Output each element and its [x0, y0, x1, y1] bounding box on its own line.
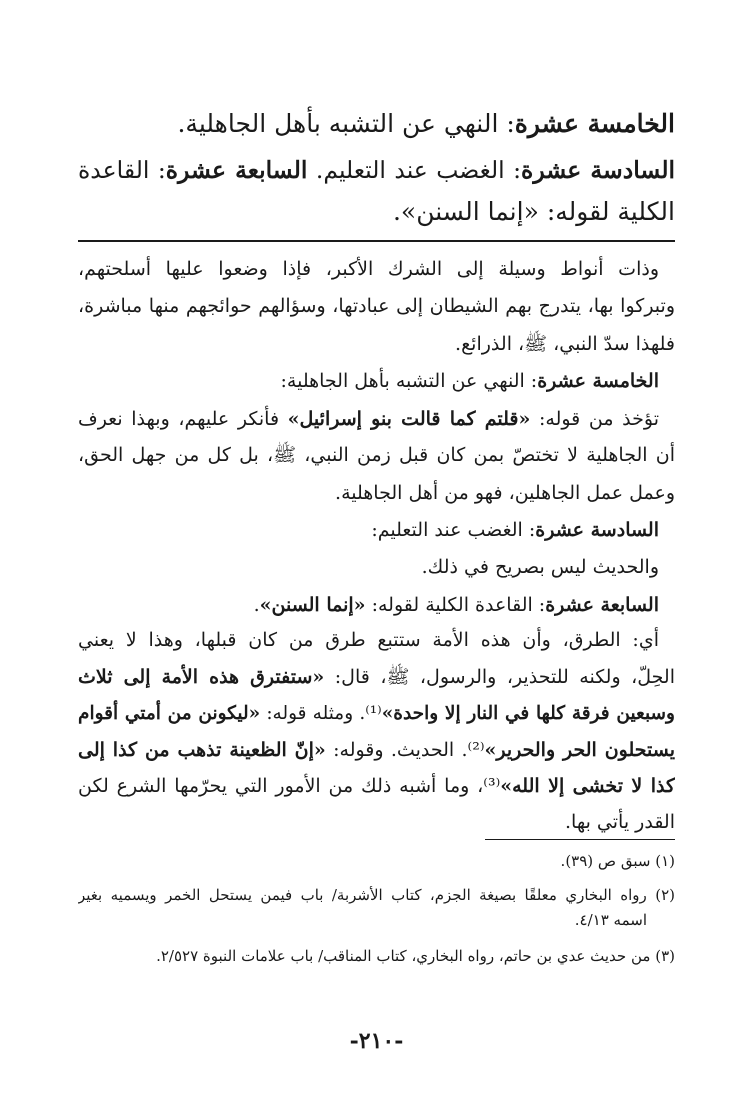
- footnote-number: (٣): [655, 947, 675, 965]
- section-15-title: الخامسة عشرة: [537, 370, 659, 392]
- hadith-quote: «ستفترق هذه الأمة إلى ثلاث: [78, 666, 325, 688]
- section-17-heading: [78, 588, 659, 622]
- hadith-quote: «إنّ الظعينة تذهب من كذا إلى: [78, 739, 326, 761]
- body-text: ⁽¹⁾. ومثله قوله:: [260, 703, 382, 724]
- footnote-text: رواه البخاري معلقًا بصيغة الجزم، كتاب الأشربة/ باب فيمن يستحل الخمر ويسميه بغير: [78, 886, 647, 904]
- body-text: ⁽²⁾. الحديث. وقوله:: [325, 739, 485, 761]
- header-heading-15-text: : النهي عن التشبه بأهل الجاهلية.: [177, 109, 515, 138]
- footnote-1: [78, 848, 675, 874]
- header-heading-16: السادسة عشرة: [521, 156, 675, 184]
- header-line-3: الكلية لقوله: «إنما السنن».: [392, 197, 675, 226]
- body-line: [78, 697, 675, 731]
- header-heading-17-text: : القاعدة: [78, 156, 166, 184]
- section-17-title: السابعة عشرة: [545, 594, 659, 616]
- body-line: [78, 660, 675, 694]
- body-line: [78, 769, 675, 803]
- body-line: وعمل عمل الجاهلين، فهو من أهل الجاهلية.: [335, 482, 675, 504]
- footnote-2: [78, 882, 675, 908]
- section-16-title: السادسة عشرة: [535, 519, 659, 541]
- body-line: أي: الطرق، وأن هذه الأمة ستتبع طرق من كان قبلها، وهذا لا يعني: [78, 629, 659, 651]
- footnote-text: سبق ص (٣٩).: [560, 852, 651, 870]
- footnote-number: (٢): [655, 886, 675, 904]
- body-line: فلهذا سدّ النبي، ﷺ، الذرائع.: [455, 333, 675, 355]
- body-line: [78, 733, 675, 767]
- body-text: الحِلّ، ولكنه للتحذير، والرسول، ﷺ، قال:: [324, 666, 675, 688]
- body-line: أن الجاهلية لا تختصّ بمن كان قبل زمن النبي، ﷺ، بل كل من جهل الحق،: [78, 444, 675, 466]
- body-text: فأنكر عليهم، وبهذا نعرف: [78, 408, 288, 430]
- header-line-1: [78, 105, 675, 143]
- body-text: ⁽³⁾، وما أشبه ذلك من الأمور التي يحرّمها الشرع لكن: [78, 775, 501, 797]
- footnote-number: (١): [655, 852, 675, 870]
- page-number: -٢١٠-: [349, 1028, 404, 1054]
- header-heading-16-text: : الغضب عند التعليم.: [315, 156, 522, 184]
- header-divider: [78, 240, 675, 242]
- hadith-quote: «ليكونن من أمتي أقوام: [78, 703, 261, 724]
- section-15-heading: [78, 364, 659, 398]
- body-line: وتبركوا بها، يتدرج بهم الشيطان إلى عبادتها، وسؤالهم حوائجهم منها مباشرة،: [78, 295, 675, 317]
- section-16-heading: [78, 513, 659, 547]
- hadith-quote: «إنما السنن»: [259, 594, 366, 616]
- hadith-quote: وسبعين فرقة كلها في النار إلا واحدة»: [381, 703, 675, 724]
- header-heading-15: الخامسة عشرة: [514, 109, 675, 138]
- body-text: .: [253, 594, 260, 616]
- body-text: تؤخذ من قوله:: [530, 408, 659, 430]
- section-17-subtitle: : القاعدة الكلية لقوله:: [365, 594, 546, 616]
- header-line-2: [78, 151, 675, 189]
- footnote-text: من حديث عدي بن حاتم، رواه البخاري، كتاب المناقب/ باب علامات النبوة ٢/٥٢٧.: [156, 947, 651, 965]
- section-15-subtitle: : النهي عن التشبه بأهل الجاهلية:: [280, 370, 538, 392]
- body-line: وذات أنواط وسيلة إلى الشرك الأكبر، فإذا وضعوا عليها أسلحتهم،: [78, 258, 659, 280]
- body-line: [78, 402, 659, 436]
- footnote-divider: [485, 839, 675, 840]
- footnote-3: [78, 943, 675, 969]
- body-line: والحديث ليس بصريح في ذلك.: [421, 556, 659, 578]
- hadith-quote: «قلتم كما قالت بنو إسرائيل»: [287, 408, 531, 430]
- hadith-quote: يستحلون الحر والحرير»: [484, 739, 675, 761]
- section-16-subtitle: : الغضب عند التعليم:: [371, 519, 536, 541]
- footnote-2-continuation: اسمه ٤/١٣.: [574, 911, 647, 929]
- body-line: القدر يأتي بها.: [565, 811, 675, 833]
- hadith-quote: كذا لا تخشى إلا الله»: [500, 775, 675, 797]
- header-heading-17: السابعة عشرة: [165, 156, 308, 184]
